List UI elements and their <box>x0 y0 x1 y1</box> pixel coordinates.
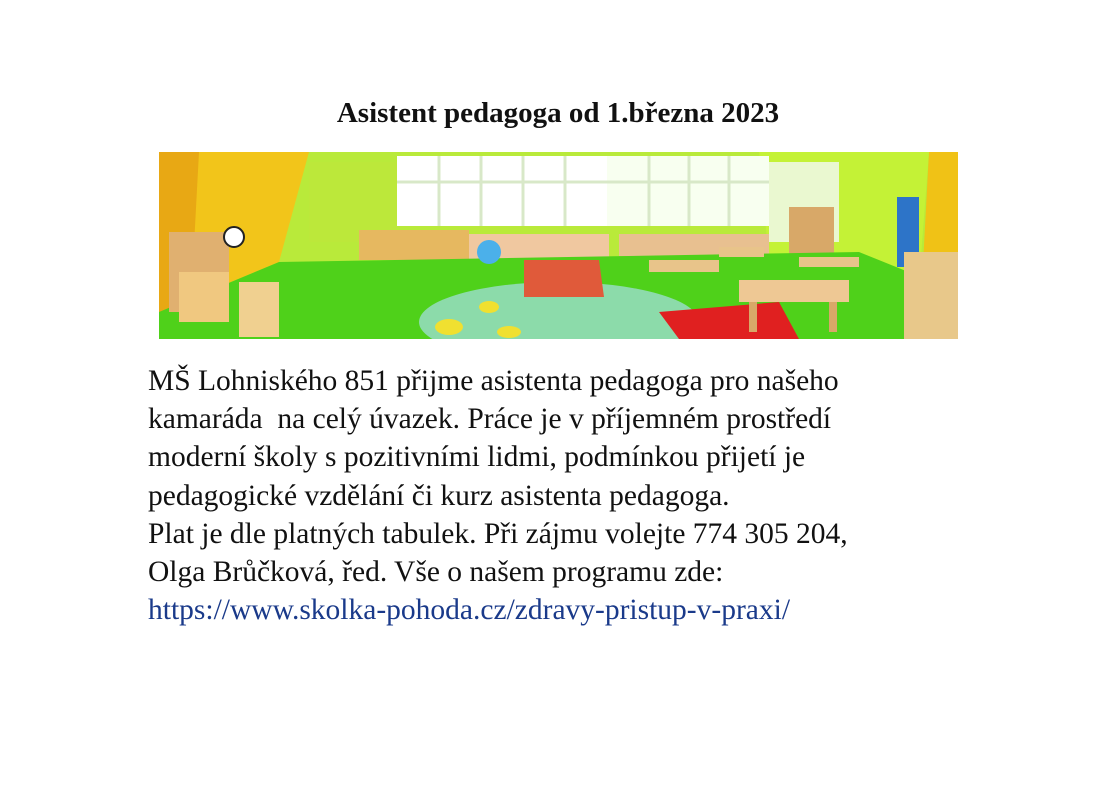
job-description <box>148 362 1048 629</box>
text-line: Plat je dle platných tabulek. Při zájmu volejte 774 305 204, <box>148 517 848 550</box>
classroom-photo <box>159 152 958 339</box>
page-title: Asistent pedagoga od 1.března 2023 <box>336 97 780 129</box>
program-link[interactable]: https://www.skolka-pohoda.cz/zdravy-pristup-v-praxi/ <box>148 594 791 627</box>
text-line: MŠ Lohniského 851 přijme asistenta pedagoga pro našeho <box>148 365 839 397</box>
classroom-photo-icon <box>159 152 958 339</box>
text-line: Olga Brůčková, řed. Vše o našem programu zde: <box>148 556 724 589</box>
text-line: moderní školy s pozitivními lidmi, podmínkou přijetí je <box>148 441 806 474</box>
text-line: kamaráda na celý úvazek. Práce je v příjemném prostředí <box>148 403 832 436</box>
text-line: pedagogické vzdělání či kurz asistenta pedagoga. <box>148 479 730 512</box>
